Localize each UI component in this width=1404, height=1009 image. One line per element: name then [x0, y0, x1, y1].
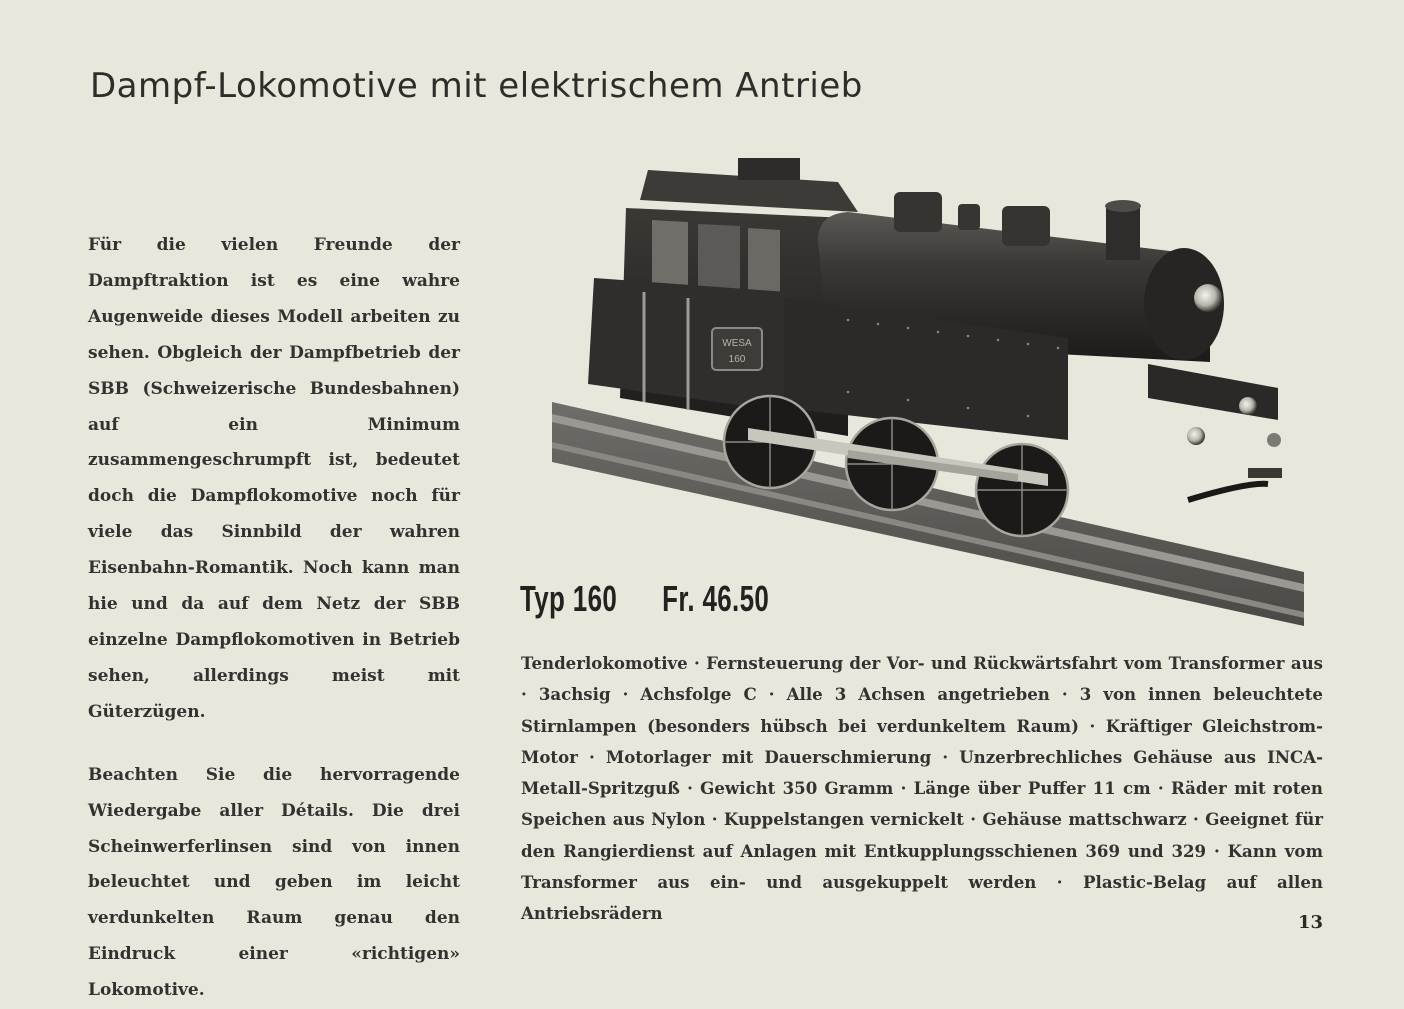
price-line	[520, 578, 769, 620]
intro-paragraph-2: Beachten Sie die hervorragende Wiedergabe aller Détails. Die drei Scheinwerferlinsen sind von innen beleuchtet und geben im leicht verdunkelten Raum genau den Eindruck einer «richtigen» Lokomotive.	[88, 764, 460, 1001]
number-plate-top: WESA	[722, 338, 752, 349]
type-label: Typ 160	[520, 578, 618, 619]
locomotive-photo	[548, 152, 1308, 632]
page-number: 13	[1298, 912, 1324, 933]
intro-text	[88, 228, 460, 1009]
number-plate-bottom: 160	[728, 354, 746, 365]
product-description: Tenderlokomotive · Fernsteuerung der Vor- und Rückwärtsfahrt vom Transformer aus · 3achsig · Achsfolge C · Alle 3 Achsen angetrieben · 3 von innen beleuchtete Stirnlampen (besonders hübsch bei verdunkeltem Raum) · Kräftiger Gleichstrom-Motor · Motorlager mit Dauerschmierung · Unzerbrechliches Gehäuse aus INCA-Metall-Spritzguß · Gewicht 350 Gramm · Länge über Puffer 11 cm · Räder mit roten Speichen aus Nylon · Kuppelstangen vernickelt · Gehäuse mattschwarz · Geeignet für den Rangierdienst auf Anlagen mit Entkupplungsschienen 369 und 329 · Kann vom Transformer aus ein- und ausgekuppelt werden · Plastic-Belag auf allen Antriebsrädern	[521, 653, 1323, 924]
page-title: Dampf-Lokomotive mit elektrischem Antrieb	[90, 66, 863, 106]
intro-paragraph-1: Für die vielen Freunde der Dampftraktion ist es eine wahre Augenweide dieses Modell arbeiten zu sehen. Obgleich der Dampfbetrieb der SBB (Schweizerische Bundesbahnen) auf ein Minimum zusammengeschrumpft ist, bedeutet doch die Dampflokomotive noch für viele das Sinnbild der wahren Eisenbahn-Romantik. Noch kann man hie und da auf dem Netz der SBB einzelne Dampflokomotiven in Betrieb sehen, allerdings meist mit Güterzügen.	[88, 235, 460, 722]
price-value: Fr. 46.50	[662, 578, 770, 619]
